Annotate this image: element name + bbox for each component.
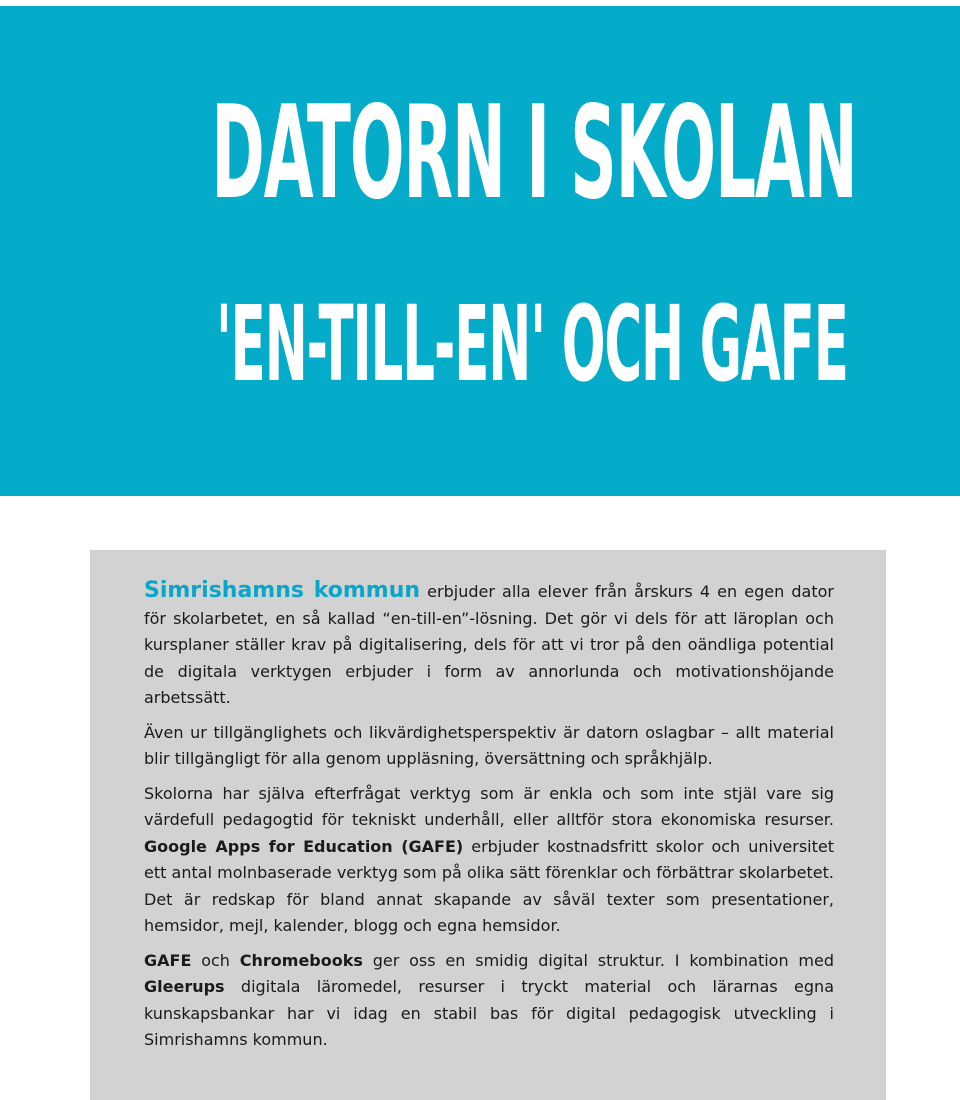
gafe-name: Google Apps for Education (GAFE): [144, 836, 464, 856]
page-title: DATORN I SKOLAN: [211, 79, 857, 228]
gleerups-label: Gleerups: [144, 977, 225, 996]
brand-name: Simrishamns kommun: [144, 578, 421, 603]
title-banner: [0, 6, 960, 496]
gafe-text-2: erbjuder kostnadsfritt skolor och universitet ett antal molnbaserade verktyg som på olika sätt förenklar och förbättrar skolarbetet. Det är redskap för bland annat skapande av såväl texter som presentationer, hemsidor, mejl, kalender, blogg och egna hemsidor.: [144, 836, 834, 935]
summary-text-1: och: [191, 950, 240, 970]
paragraph-summary: [144, 948, 834, 1054]
summary-text-3: digitala läromedel, resurser i tryckt material och lärarnas egna kunskapsbankar har vi idag en stabil bas för digital pedagogisk utveckling i Simrishamns kommun.: [144, 977, 834, 1049]
content-panel: [90, 550, 886, 1100]
summary-text-2: ger oss en smidig digital struktur. I kombination med: [362, 950, 835, 970]
paragraph-accessibility: [144, 720, 834, 773]
gafe-label: GAFE: [144, 950, 192, 970]
page-subtitle: 'EN-TILL-EN' OCH GAFE: [216, 283, 848, 405]
accessibility-text: Även ur tillgänglighets och likvärdighetsperspektiv är datorn oslagbar – allt material blir tillgängligt för alla genom uppläsning, översättning och språkhjälp.: [144, 722, 834, 768]
paragraph-intro: [144, 578, 834, 712]
paragraph-gafe: [144, 781, 834, 940]
gafe-text-1: Skolorna har själva efterfrågat verktyg som är enkla och som inte stjäl vare sig värdefull pedagogtid för tekniskt underhåll, eller alltför stora ekonomiska resurser.: [144, 783, 834, 829]
article-body: [144, 578, 834, 1062]
chromebooks-label: Chromebooks: [239, 950, 363, 970]
intro-text: erbjuder alla elever från årskurs 4 en egen dator för skolarbetet, en så kallad “en-till-en”-lösning. Det gör vi dels för att läroplan och kursplaner ställer krav på digitalisering, dels för att vi tror på den oändliga potential de digitala verktygen erbjuder i form av annorlunda och motivationshöjande arbetssätt.: [144, 582, 835, 707]
